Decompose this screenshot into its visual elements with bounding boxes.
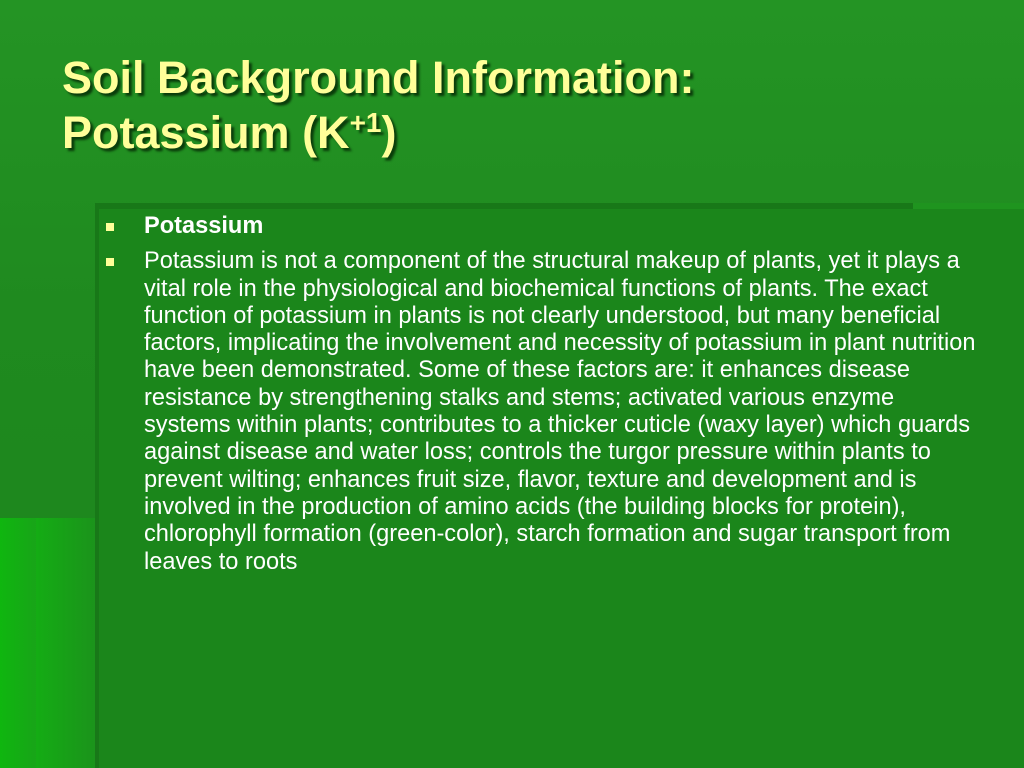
- slide-title: [62, 50, 1002, 160]
- background-right-strip: [913, 203, 1024, 209]
- content-panel-top-edge: [95, 203, 913, 209]
- bullet-body-text: Potassium is not a component of the structural makeup of plants, yet it plays a vital role in the physiological and biochemical functions of plants. The exact function of potassium in plants is not clearly understood, but many beneficial factors, implicating the involvement and necessity of potassium in plant nutrition have been demonstrated. Some of these factors are: it enhances disease resistance by strengthening stalks and stems; activated various enzyme systems within plants; contributes to a thicker cuticle (waxy layer) which guards against disease and water loss; controls the turgor pressure within plants to prevent wilting; enhances fruit size, flavor, texture and development and is involved in the production of amino acids (the building blocks for protein), chlorophyll formation (green-color), starch formation and sugar transport from leaves to roots: [144, 248, 976, 575]
- content-panel-left-edge: [95, 203, 99, 768]
- background-left-inner-accent: [36, 518, 96, 768]
- slide-title-line1: Soil Background Information:: [62, 52, 695, 103]
- bullet-heading-text: Potassium: [144, 213, 264, 239]
- square-bullet-icon: [106, 258, 114, 266]
- bullet-item-heading: [106, 213, 986, 240]
- bullet-item-body: [106, 248, 986, 576]
- bullet-list: [106, 213, 986, 584]
- slide-title-line2-suffix: ): [381, 107, 397, 158]
- slide-title-line2-prefix: Potassium (K: [62, 107, 350, 158]
- square-bullet-icon: [106, 223, 114, 231]
- slide-title-superscript: +1: [349, 107, 382, 138]
